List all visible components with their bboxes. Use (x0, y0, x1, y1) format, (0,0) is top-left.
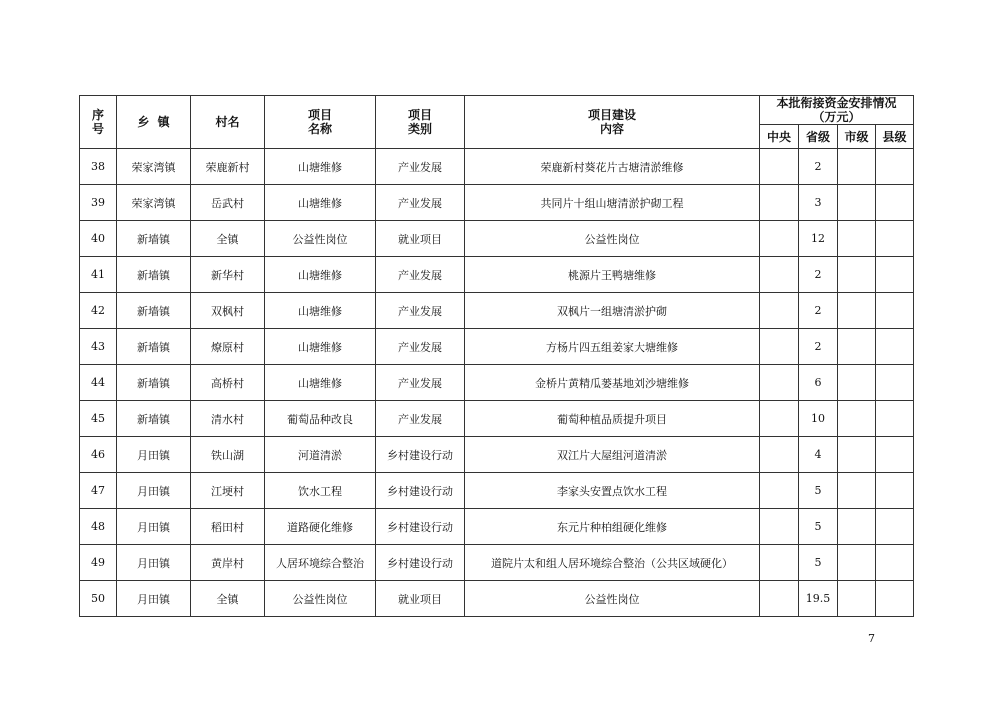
cell-project-type: 乡村建设行动 (376, 473, 465, 509)
cell-seq: 42 (80, 293, 117, 329)
cell-county (876, 293, 914, 329)
cell-project-content: 双江片大屋组河道清淤 (465, 437, 760, 473)
cell-project-type: 产业发展 (376, 401, 465, 437)
cell-village: 稻田村 (191, 509, 265, 545)
cell-project-type: 乡村建设行动 (376, 545, 465, 581)
cell-city (838, 401, 876, 437)
cell-seq: 38 (80, 149, 117, 185)
cell-village: 黄岸村 (191, 545, 265, 581)
header-city: 市级 (838, 125, 876, 149)
page-number: 7 (868, 632, 875, 645)
cell-provincial: 2 (799, 257, 838, 293)
cell-seq: 39 (80, 185, 117, 221)
table-row (80, 581, 914, 617)
cell-provincial: 19.5 (799, 581, 838, 617)
cell-provincial: 5 (799, 473, 838, 509)
cell-provincial: 3 (799, 185, 838, 221)
table-row (80, 149, 914, 185)
cell-seq: 47 (80, 473, 117, 509)
cell-village: 荣鹿新村 (191, 149, 265, 185)
cell-county (876, 401, 914, 437)
cell-village: 双枫村 (191, 293, 265, 329)
cell-project-content: 李家头安置点饮水工程 (465, 473, 760, 509)
cell-central (760, 473, 799, 509)
cell-village: 高桥村 (191, 365, 265, 401)
cell-project-content: 桃源片王鸭塘维修 (465, 257, 760, 293)
table-row (80, 401, 914, 437)
cell-county (876, 581, 914, 617)
cell-central (760, 329, 799, 365)
cell-project-type: 乡村建设行动 (376, 509, 465, 545)
cell-central (760, 401, 799, 437)
cell-project-content: 公益性岗位 (465, 221, 760, 257)
header-project-name: 项目 名称 (265, 96, 376, 149)
cell-project-type: 产业发展 (376, 185, 465, 221)
cell-central (760, 365, 799, 401)
header-village: 村名 (191, 96, 265, 149)
cell-central (760, 293, 799, 329)
cell-county (876, 329, 914, 365)
cell-town: 月田镇 (117, 473, 191, 509)
cell-seq: 44 (80, 365, 117, 401)
cell-city (838, 293, 876, 329)
cell-central (760, 257, 799, 293)
cell-project-content: 荣鹿新村葵花片古塘清淤维修 (465, 149, 760, 185)
cell-seq: 45 (80, 401, 117, 437)
cell-project-name: 葡萄品种改良 (265, 401, 376, 437)
cell-seq: 46 (80, 437, 117, 473)
table-row (80, 437, 914, 473)
cell-project-name: 山塘维修 (265, 329, 376, 365)
cell-project-type: 乡村建设行动 (376, 437, 465, 473)
cell-village: 铁山湖 (191, 437, 265, 473)
cell-village: 清水村 (191, 401, 265, 437)
cell-town: 月田镇 (117, 509, 191, 545)
cell-project-content: 道院片太和组人居环境综合整治（公共区域硬化） (465, 545, 760, 581)
header-seq: 序 号 (80, 96, 117, 149)
cell-provincial: 4 (799, 437, 838, 473)
table-row (80, 509, 914, 545)
cell-town: 荣家湾镇 (117, 185, 191, 221)
cell-provincial: 5 (799, 545, 838, 581)
cell-project-content: 葡萄种植品质提升项目 (465, 401, 760, 437)
table-body (80, 149, 914, 617)
cell-seq: 49 (80, 545, 117, 581)
cell-project-content: 方杨片四五组姜家大塘维修 (465, 329, 760, 365)
cell-town: 新墙镇 (117, 401, 191, 437)
cell-village: 新华村 (191, 257, 265, 293)
cell-project-type: 就业项目 (376, 581, 465, 617)
table-row (80, 293, 914, 329)
cell-city (838, 221, 876, 257)
cell-project-type: 产业发展 (376, 365, 465, 401)
table-row (80, 257, 914, 293)
cell-village: 全镇 (191, 581, 265, 617)
cell-county (876, 257, 914, 293)
cell-seq: 43 (80, 329, 117, 365)
cell-town: 新墙镇 (117, 293, 191, 329)
cell-city (838, 473, 876, 509)
cell-central (760, 437, 799, 473)
cell-village: 江埂村 (191, 473, 265, 509)
cell-seq: 40 (80, 221, 117, 257)
cell-project-name: 河道清淤 (265, 437, 376, 473)
header-county: 县级 (876, 125, 914, 149)
cell-town: 新墙镇 (117, 221, 191, 257)
cell-town: 新墙镇 (117, 365, 191, 401)
cell-project-content: 共同片十组山塘清淤护砌工程 (465, 185, 760, 221)
table-row (80, 185, 914, 221)
cell-county (876, 365, 914, 401)
cell-village: 全镇 (191, 221, 265, 257)
cell-village: 燎原村 (191, 329, 265, 365)
cell-project-name: 山塘维修 (265, 185, 376, 221)
header-funding-title: 本批衔接资金安排情况 （万元） (760, 96, 914, 125)
cell-project-type: 产业发展 (376, 257, 465, 293)
cell-central (760, 545, 799, 581)
cell-project-content: 双枫片一组塘清淤护砌 (465, 293, 760, 329)
cell-city (838, 545, 876, 581)
cell-city (838, 437, 876, 473)
table-row (80, 329, 914, 365)
cell-central (760, 221, 799, 257)
cell-project-type: 产业发展 (376, 329, 465, 365)
cell-project-name: 饮水工程 (265, 473, 376, 509)
cell-county (876, 473, 914, 509)
cell-project-content: 东元片种柏组硬化维修 (465, 509, 760, 545)
funding-table (79, 95, 914, 617)
cell-seq: 41 (80, 257, 117, 293)
cell-project-content: 金桥片黄精瓜蒌基地刘沙塘维修 (465, 365, 760, 401)
cell-county (876, 185, 914, 221)
cell-provincial: 12 (799, 221, 838, 257)
table-row (80, 473, 914, 509)
table-row (80, 221, 914, 257)
header-town: 乡 镇 (117, 96, 191, 149)
cell-project-name: 山塘维修 (265, 365, 376, 401)
cell-project-name: 道路硬化维修 (265, 509, 376, 545)
header-provincial: 省级 (799, 125, 838, 149)
cell-town: 月田镇 (117, 581, 191, 617)
cell-seq: 48 (80, 509, 117, 545)
table-row (80, 545, 914, 581)
cell-provincial: 2 (799, 149, 838, 185)
cell-county (876, 149, 914, 185)
cell-city (838, 581, 876, 617)
cell-project-name: 公益性岗位 (265, 581, 376, 617)
cell-county (876, 437, 914, 473)
cell-county (876, 509, 914, 545)
cell-city (838, 365, 876, 401)
cell-provincial: 6 (799, 365, 838, 401)
cell-project-type: 产业发展 (376, 149, 465, 185)
cell-town: 荣家湾镇 (117, 149, 191, 185)
cell-project-name: 公益性岗位 (265, 221, 376, 257)
cell-town: 月田镇 (117, 437, 191, 473)
cell-town: 新墙镇 (117, 257, 191, 293)
cell-city (838, 257, 876, 293)
cell-project-name: 山塘维修 (265, 149, 376, 185)
header-central: 中央 (760, 125, 799, 149)
cell-project-type: 就业项目 (376, 221, 465, 257)
table-row (80, 365, 914, 401)
cell-county (876, 221, 914, 257)
cell-central (760, 581, 799, 617)
cell-city (838, 329, 876, 365)
cell-project-name: 山塘维修 (265, 293, 376, 329)
cell-provincial: 2 (799, 293, 838, 329)
cell-central (760, 185, 799, 221)
cell-city (838, 185, 876, 221)
cell-project-content: 公益性岗位 (465, 581, 760, 617)
header-project-type: 项目 类别 (376, 96, 465, 149)
cell-city (838, 509, 876, 545)
cell-village: 岳武村 (191, 185, 265, 221)
cell-town: 新墙镇 (117, 329, 191, 365)
cell-town: 月田镇 (117, 545, 191, 581)
cell-central (760, 149, 799, 185)
cell-project-name: 山塘维修 (265, 257, 376, 293)
cell-provincial: 10 (799, 401, 838, 437)
cell-city (838, 149, 876, 185)
cell-central (760, 509, 799, 545)
cell-project-name: 人居环境综合整治 (265, 545, 376, 581)
cell-provincial: 5 (799, 509, 838, 545)
header-project-content: 项目建设 内容 (465, 96, 760, 149)
cell-provincial: 2 (799, 329, 838, 365)
cell-county (876, 545, 914, 581)
cell-project-type: 产业发展 (376, 293, 465, 329)
cell-seq: 50 (80, 581, 117, 617)
